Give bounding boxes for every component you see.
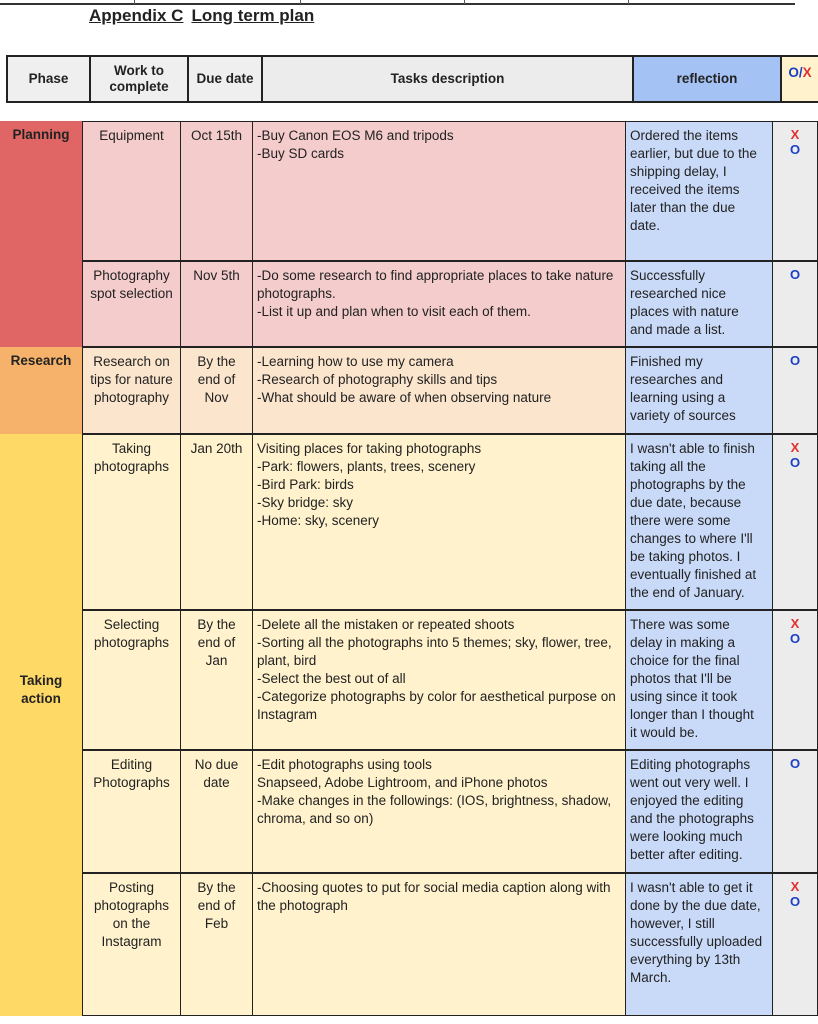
ox-cell	[772, 750, 818, 873]
work-text: Equipment	[99, 128, 164, 143]
work-text: Taking photographs	[93, 441, 170, 474]
header-due	[187, 55, 263, 103]
work-cell	[82, 750, 181, 873]
x-mark: X	[790, 879, 800, 894]
phase-taking-action	[0, 434, 83, 1016]
x-mark: X	[790, 440, 800, 455]
work-cell	[82, 121, 181, 261]
phase-research-label: Research	[10, 353, 72, 368]
due-cell	[180, 610, 253, 750]
reflection-text: Finished my researches and learning using a variety of sources	[630, 354, 736, 423]
reflection-text: I wasn't able to finish taking all the photographs by the due date, because there were some changes to where I'll be taking photos. I eventually finished at the end of January.	[630, 441, 757, 600]
task-line: -List it up and plan when to visit each of them.	[257, 304, 531, 319]
reflection-cell	[625, 434, 773, 610]
work-cell	[82, 347, 181, 434]
task-line: Snapseed, Adobe Lightroom, and iPhone photos	[257, 775, 548, 790]
work-text: Posting photographs on the Instagram	[93, 880, 170, 949]
header-ox-o: O/	[788, 65, 803, 80]
header-work	[89, 55, 189, 103]
task-line: -Sorting all the photographs into 5 themes; sky, flower, tree, plant, bird	[257, 635, 612, 668]
tasks-cell	[252, 261, 626, 347]
header-tasks-label: Tasks description	[390, 71, 505, 86]
task-line: -Do some research to find appropriate places to take nature photographs.	[257, 268, 614, 301]
task-line: -Sky bridge: sky	[257, 495, 354, 510]
due-text: No due date	[194, 757, 239, 790]
work-cell	[82, 261, 181, 347]
phase-planning	[0, 121, 83, 347]
tasks-cell	[252, 873, 626, 1016]
phase-planning-label: Planning	[12, 127, 70, 142]
phase-research	[0, 347, 83, 434]
tasks-cell	[252, 610, 626, 750]
o-mark: O	[789, 455, 801, 470]
task-line: -Research of photography skills and tips	[257, 372, 498, 387]
x-mark: X	[790, 616, 800, 631]
o-mark: O	[789, 142, 801, 157]
task-line: Visiting places for taking photographs	[257, 441, 482, 456]
ox-cell	[772, 261, 818, 347]
o-mark: O	[789, 756, 801, 771]
due-cell	[180, 261, 253, 347]
header-reflection-label: reflection	[676, 71, 738, 86]
due-cell	[180, 750, 253, 873]
header-phase-label: Phase	[28, 71, 69, 86]
work-cell	[82, 873, 181, 1016]
due-text: Nov 5th	[193, 268, 240, 283]
reflection-text: There was some delay in making a choice for the final photos that I'll be using since it took longer than I thought it would be.	[630, 617, 754, 740]
task-line: -Home: sky, scenery	[257, 513, 380, 528]
page-title	[89, 6, 314, 26]
work-text: Photography spot selection	[90, 268, 173, 301]
task-line: -Make changes in the followings: (IOS, brightness, shadow, chroma, and so on)	[257, 793, 612, 826]
ox-cell	[772, 873, 818, 1016]
work-cell	[82, 610, 181, 750]
header-work-label: Work to complete	[109, 63, 169, 94]
header-ox	[780, 55, 818, 103]
due-text: Jan 20th	[190, 441, 243, 456]
task-line: -Bird Park: birds	[257, 477, 354, 492]
tasks-cell	[252, 434, 626, 610]
task-line: -Edit photographs using tools	[257, 757, 432, 772]
task-line: -Learning how to use my camera	[257, 354, 454, 369]
task-line: -Choosing quotes to put for social media caption along with the photograph	[257, 880, 611, 913]
due-cell	[180, 347, 253, 434]
work-text: Selecting photographs	[93, 617, 170, 650]
task-line: -Buy SD cards	[257, 146, 345, 161]
top-border	[0, 0, 795, 5]
x-mark: X	[790, 127, 800, 142]
task-line: -Select the best out of all	[257, 671, 406, 686]
header-ox-x: X	[802, 65, 812, 80]
reflection-text: I wasn't able to get it done by the due date, however, I still successfully uploaded everything by 13th March.	[630, 880, 763, 985]
task-line: -Buy Canon EOS M6 and tripods	[257, 128, 454, 143]
header-tasks	[261, 55, 634, 103]
reflection-cell	[625, 750, 773, 873]
reflection-cell	[625, 347, 773, 434]
title-main: Long term plan	[191, 6, 315, 25]
tasks-cell	[252, 750, 626, 873]
o-mark: O	[789, 894, 801, 909]
reflection-cell	[625, 610, 773, 750]
title-prefix: Appendix C	[89, 6, 184, 25]
due-cell	[180, 434, 253, 610]
task-line: -Park: flowers, plants, trees, scenery	[257, 459, 476, 474]
due-text: By the end of Jan	[197, 617, 236, 668]
due-text: Oct 15th	[190, 128, 243, 143]
reflection-cell	[625, 873, 773, 1016]
reflection-cell	[625, 261, 773, 347]
header-phase	[6, 55, 91, 103]
ox-cell	[772, 610, 818, 750]
reflection-text: Successfully researched nice places with nature and made a list.	[630, 268, 739, 337]
o-mark: O	[789, 631, 801, 646]
due-text: By the end of Feb	[197, 880, 236, 931]
due-text: By the end of Nov	[197, 354, 236, 405]
task-line: -Delete all the mistaken or repeated shoots	[257, 617, 515, 632]
task-line: -What should be aware of when observing nature	[257, 390, 552, 405]
task-line: -Categorize photographs by color for aesthetical purpose on Instagram	[257, 689, 616, 722]
work-text: Editing Photographs	[93, 757, 170, 790]
header-due-label: Due date	[196, 71, 254, 86]
ox-cell	[772, 347, 818, 434]
ox-cell	[772, 121, 818, 261]
phase-action-label: Taking action	[19, 673, 63, 706]
work-cell	[82, 434, 181, 610]
reflection-text: Ordered the items earlier, but due to the shipping delay, I received the items later than the due date.	[630, 128, 757, 233]
tasks-cell	[252, 121, 626, 261]
header-reflection	[632, 55, 782, 103]
ox-cell	[772, 434, 818, 610]
o-mark: O	[789, 267, 801, 282]
reflection-cell	[625, 121, 773, 261]
o-mark: O	[789, 353, 801, 368]
tasks-cell	[252, 347, 626, 434]
work-text: Research on tips for nature photography	[90, 354, 173, 405]
due-cell	[180, 873, 253, 1016]
due-cell	[180, 121, 253, 261]
reflection-text: Editing photographs went out very well. I enjoyed the editing and the photographs were looking much better after editing.	[630, 757, 754, 862]
